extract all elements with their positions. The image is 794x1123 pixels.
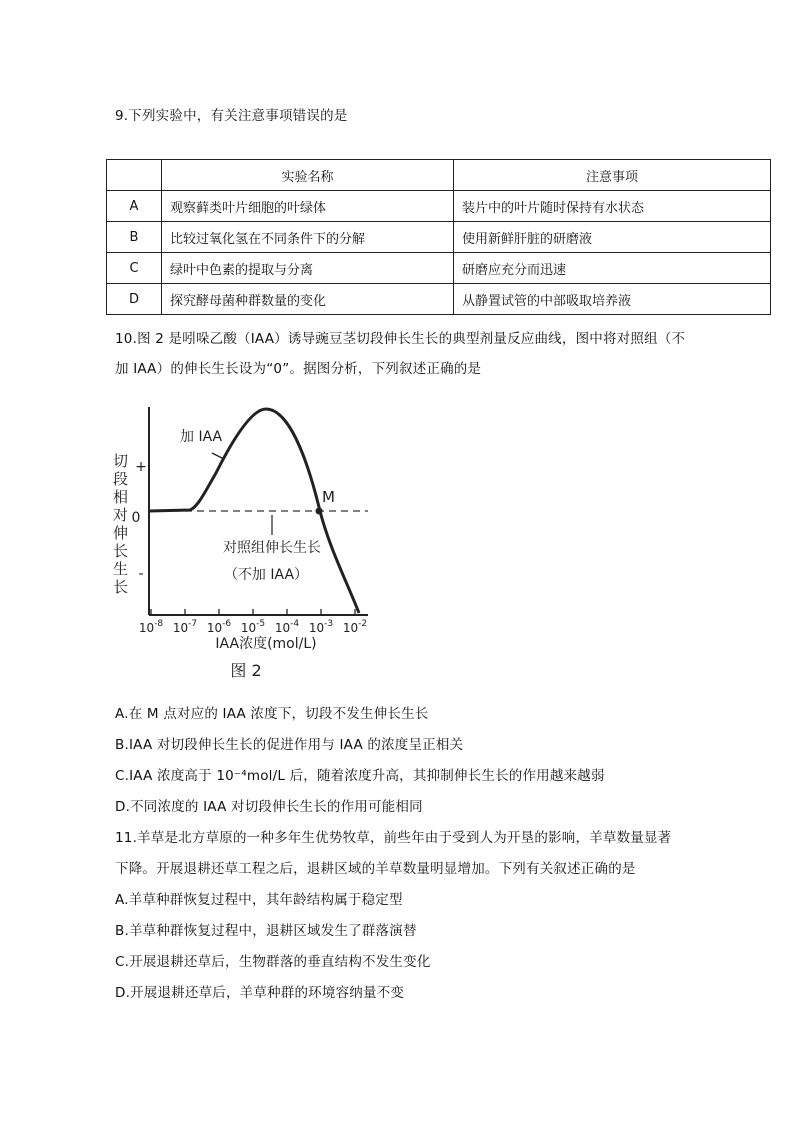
- control-label-2: （不加 IAA）: [223, 567, 309, 583]
- option-label: C: [107, 253, 162, 284]
- x-ticks: [139, 609, 367, 635]
- q11-option-b: B.羊草种群恢复过程中，退耕区域发生了群落演替: [115, 923, 417, 939]
- experiment-name: 绿叶中色素的提取与分离: [162, 253, 454, 284]
- q9-table: [106, 159, 771, 315]
- curve-label: 加 IAA: [180, 429, 223, 445]
- q10-option-b: B.IAA 对切段伸长生长的促进作用与 IAA 的浓度呈正相关: [115, 737, 464, 753]
- experiment-note: 从静置试管的中部吸取培养液: [454, 284, 771, 315]
- q10-option-a: A.在 M 点对应的 IAA 浓度下，切段不发生伸长生长: [115, 706, 429, 722]
- control-label-1: 对照组伸长生长: [223, 540, 321, 556]
- x-axis-label: IAA浓度(mol/L): [215, 636, 317, 652]
- experiment-note: 装片中的叶片随时保持有水状态: [454, 191, 771, 222]
- x-tick-label: $10^{-8}$: [138, 619, 164, 635]
- y-zero-label: 0: [131, 510, 141, 526]
- x-tick-label: $10^{-5}$: [240, 619, 266, 635]
- option-label: D: [107, 284, 162, 315]
- q10-stem-line-1: 10.图 2 是吲哚乙酸（IAA）诱导豌豆茎切段伸长生长的典型剂量反应曲线，图中将对照组（不: [115, 331, 686, 347]
- experiment-note: 研磨应充分而迅速: [454, 253, 771, 284]
- figure-caption: 图 2: [230, 661, 262, 680]
- x-tick-label: $10^{-7}$: [172, 619, 198, 635]
- q10-stem-line-2: 加 IAA）的伸长生长设为“0”。据图分析，下列叙述正确的是: [115, 361, 482, 377]
- y-plus-label: +: [135, 459, 147, 475]
- q11-stem-line-1: 11.羊草是北方草原的一种多年生优势牧草，前些年由于受到人为开垦的影响，羊草数量显著: [115, 830, 672, 846]
- q11-option-a: A.羊草种群恢复过程中，其年龄结构属于稳定型: [115, 892, 403, 908]
- y-axis-label: 切段相对伸长生长: [111, 453, 129, 597]
- table-header-cell: 实验名称: [162, 160, 454, 191]
- x-tick-label: $10^{-2}$: [342, 619, 368, 635]
- q11-option-c: C.开展退耕还草后，生物群落的垂直结构不发生变化: [115, 954, 431, 970]
- experiment-name: 比较过氧化氢在不同条件下的分解: [162, 222, 454, 253]
- table-header-cell: 注意事项: [454, 160, 771, 191]
- table-header-row: [107, 160, 771, 191]
- experiment-name: 探究酵母菌种群数量的变化: [162, 284, 454, 315]
- q11-option-d: D.开展退耕还草后，羊草种群的环境容纳量不变: [115, 985, 405, 1001]
- point-m-label: M: [322, 488, 335, 506]
- table-row: [107, 191, 771, 222]
- x-tick-label: $10^{-4}$: [274, 619, 300, 635]
- x-tick-label: $10^{-6}$: [206, 619, 232, 635]
- curve-label-pointer: [212, 453, 224, 459]
- table-row: [107, 222, 771, 253]
- y-minus-label: -: [138, 566, 144, 582]
- point-m: [316, 508, 323, 515]
- q9-stem: 9.下列实验中，有关注意事项错误的是: [115, 108, 348, 124]
- table-row: [107, 284, 771, 315]
- dose-response-figure: [106, 395, 396, 685]
- table-header-cell: [107, 160, 162, 191]
- q10-option-c: C.IAA 浓度高于 10⁻⁴mol/L 后，随着浓度升高，其抑制伸长生长的作用越来越弱: [115, 768, 605, 784]
- experiment-note: 使用新鲜肝脏的研磨液: [454, 222, 771, 253]
- option-label: A: [107, 191, 162, 222]
- q10-option-d: D.不同浓度的 IAA 对切段伸长生长的作用可能相同: [115, 799, 423, 815]
- experiment-name: 观察藓类叶片细胞的叶绿体: [162, 191, 454, 222]
- x-tick-label: $10^{-3}$: [308, 619, 334, 635]
- q11-stem-line-2: 下降。开展退耕还草工程之后，退耕区域的羊草数量明显增加。下列有关叙述正确的是: [115, 861, 636, 877]
- option-label: B: [107, 222, 162, 253]
- table-row: [107, 253, 771, 284]
